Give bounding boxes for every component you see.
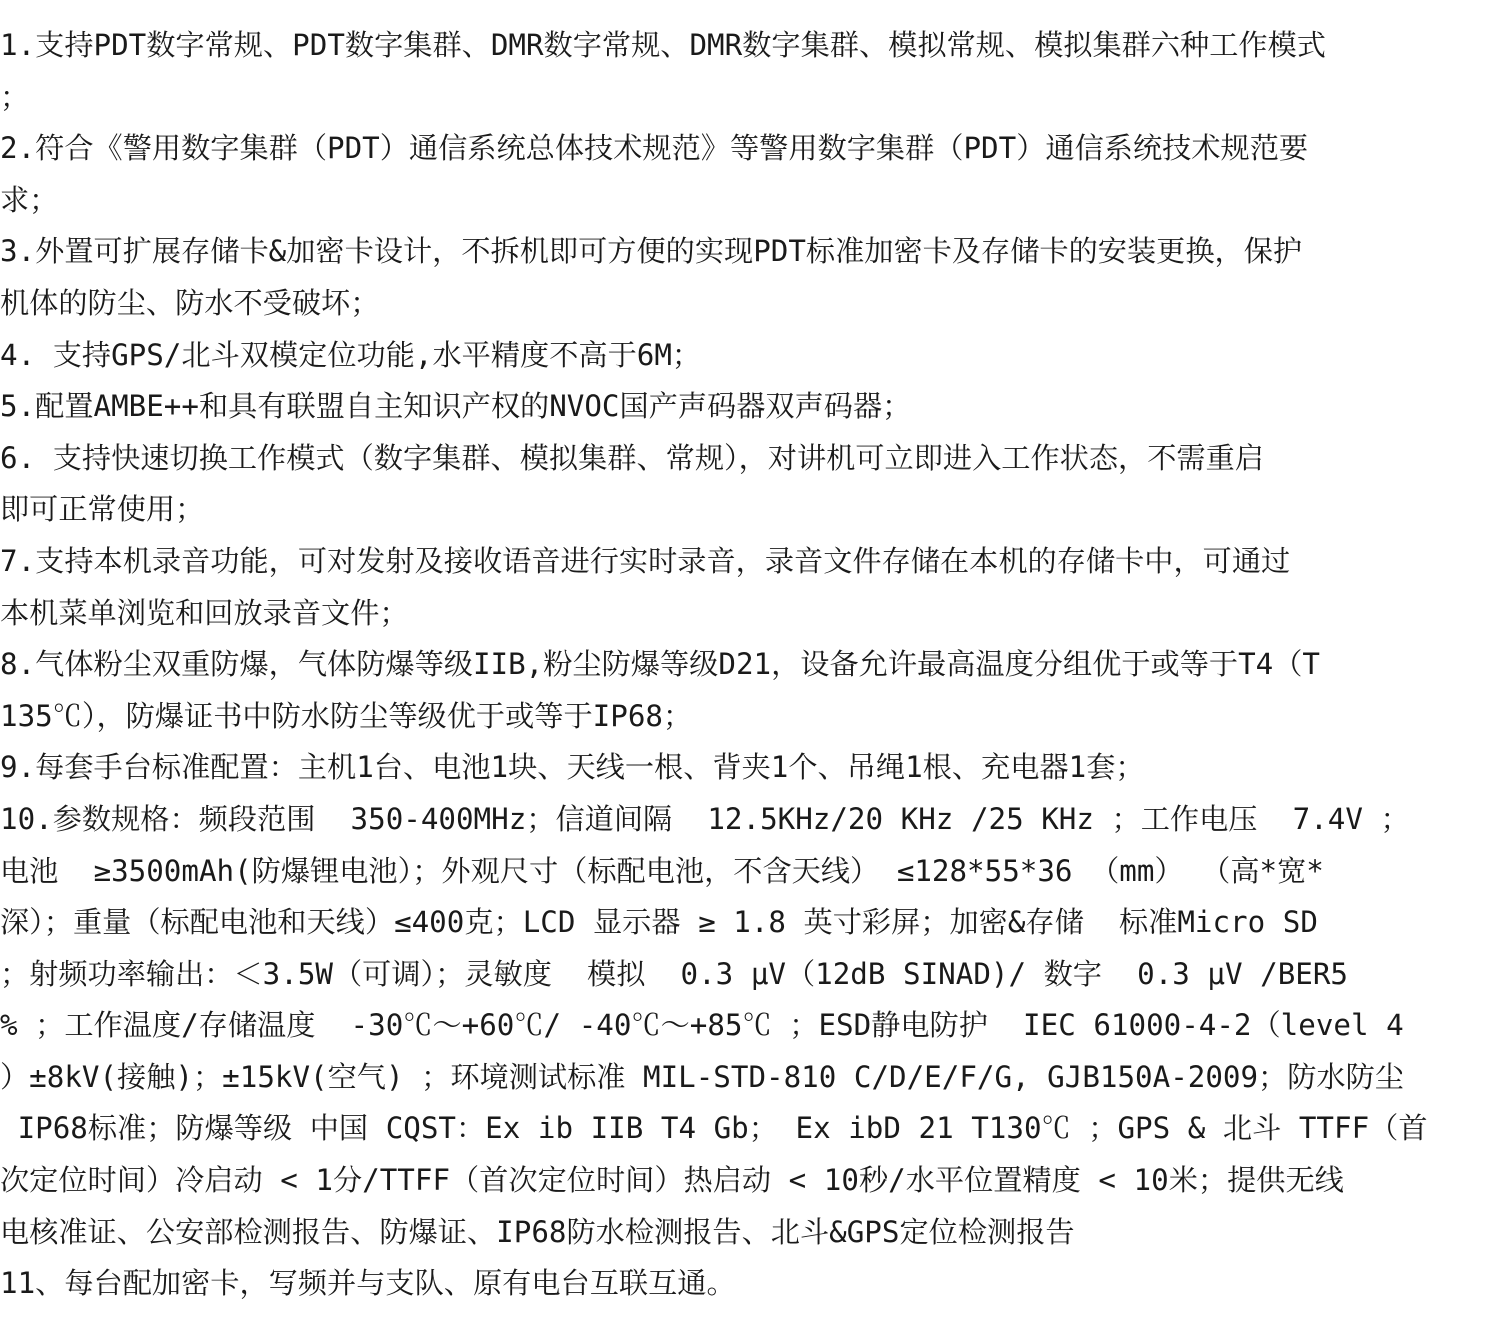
text-line-18: 深）；重量（标配电池和天线）≤400克；LCD 显示器 ≥ 1.8 英寸彩屏；加密&存储 标准Micro SD [0, 905, 1318, 940]
text-line-23: 次定位时间）冷启动 < 1分/TTFF（首次定位时间）热启动 < 10秒/水平位置精度 < 10米；提供无线 [0, 1163, 1344, 1198]
text-line-22: IP68标准；防爆等级 中国 CQST：Ex ib IIB T4 Gb； Ex ibD 21 T130℃ ；GPS & 北斗 TTFF（首 [0, 1111, 1428, 1146]
text-line-8: 5.配置AMBE++和具有联盟自主知识产权的NVOC国产声码器双声码器； [0, 389, 912, 424]
text-line-20: % ；工作温度/存储温度 -30℃～+60℃/ -40℃～+85℃ ；ESD静电防护 IEC 61000-4-2（level 4 [0, 1008, 1404, 1043]
text-line-11: 7.支持本机录音功能，可对发射及接收语音进行实时录音，录音文件存储在本机的存储卡中，可通过 [0, 543, 1291, 578]
text-line-10: 即可正常使用； [0, 492, 205, 527]
text-line-24: 电核准证、公安部检测报告、防爆证、IP68防水检测报告、北斗&GPS定位检测报告 [0, 1214, 1075, 1249]
text-line-6: 机体的防尘、防水不受破坏； [0, 285, 380, 320]
text-line-4: 求； [0, 182, 59, 217]
text-line-21: ）±8kV(接触)；±15kV(空气) ；环境测试标准 MIL-STD-810 C/D/E/F/G, GJB150A-2009；防水防尘 [0, 1059, 1404, 1094]
text-line-3: 2.符合《警用数字集群（PDT）通信系统总体技术规范》等警用数字集群（PDT）通信系统技术规范要 [0, 131, 1309, 166]
text-line-25: 11、每台配加密卡，写频并与支队、原有电台互联互通。 [0, 1266, 736, 1301]
text-line-14: 135℃），防爆证书中防水防尘等级优于或等于IP68； [0, 698, 693, 733]
text-line-2: ； [0, 79, 30, 114]
text-line-5: 3.外置可扩展存储卡&加密卡设计，不拆机即可方便的实现PDT标准加密卡及存储卡的安装更换，保护 [0, 234, 1303, 269]
text-line-13: 8.气体粉尘双重防爆，气体防爆等级IIB,粉尘防爆等级D21，设备允许最高温度分组优于或等于T4（T [0, 647, 1320, 682]
text-line-15: 9.每套手台标准配置：主机1台、电池1块、天线一根、背夹1个、吊绳1根、充电器1套； [0, 750, 1145, 785]
text-line-9: 6. 支持快速切换工作模式（数字集群、模拟集群、常规），对讲机可立即进入工作状态，不需重启 [0, 440, 1264, 475]
text-line-16: 10.参数规格：频段范围 350-400MHz；信道间隔 12.5KHz/20 KHz /25 KHz ；工作电压 7.4V ； [0, 801, 1410, 836]
text-line-17: 电池 ≥3500mAh(防爆锂电池）；外观尺寸（标配电池，不含天线） ≤128*55*36 （mm） （高*宽* [0, 853, 1324, 888]
text-line-7: 4. 支持GPS/北斗双模定位功能,水平精度不高于6M； [0, 337, 702, 372]
text-line-12: 本机菜单浏览和回放录音文件； [0, 595, 409, 630]
text-line-19: ；射频功率输出：＜3.5W（可调）；灵敏度 模拟 0.3 μV（12dB SINAD)/ 数字 0.3 μV /BER5 [0, 956, 1348, 991]
text-line-1: 1.支持PDT数字常规、PDT数字集群、DMR数字常规、DMR数字集群、模拟常规、模拟集群六种工作模式 [0, 28, 1326, 62]
